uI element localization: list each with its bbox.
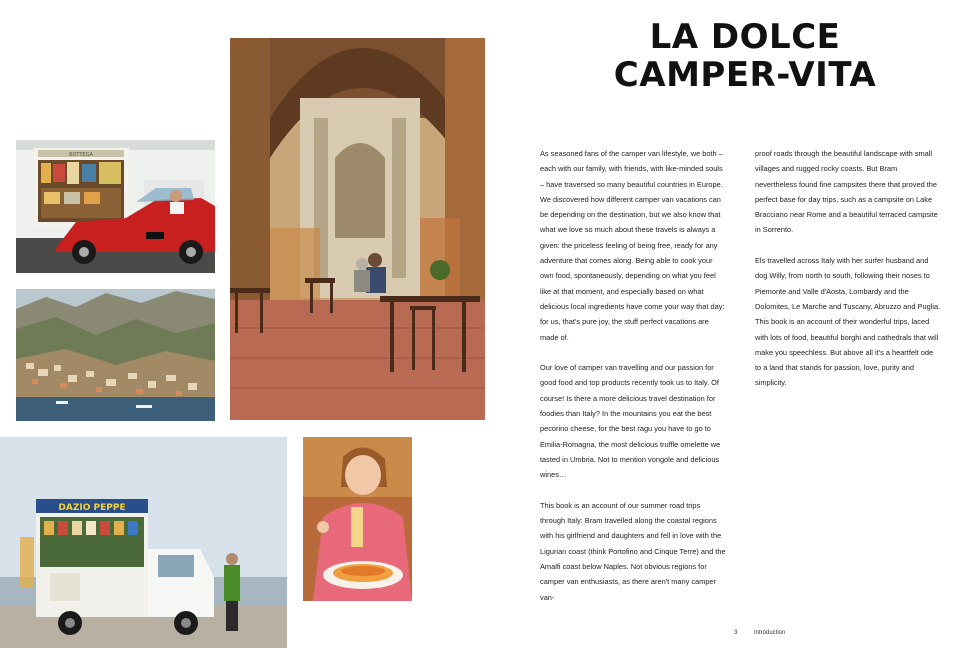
paragraph: This book is an account of our summer road trips through Italy: Bram travelled along the coastal regions with his girlfriend and daughters and fell in love with the Ligurian coast (think Portofino and Cinque Terre) and the Amalfi coast below Naples. Not obvious regions for camper van enthusiasts, as there aren't many camper van- [540,500,726,602]
positano-coast-photo [16,289,215,421]
girl-spaghetti-photo [303,437,412,601]
truck-sign-text: DAZIO PEPPE [58,503,126,513]
church-cafe-photo [230,38,485,420]
text-column-left [540,146,726,620]
shop-sign-text: BOTTEGA [69,152,93,158]
section-label: Introduction [754,630,786,636]
paragraph: proof roads through the beautiful landscape with small villages and rugged rocky coasts. But Bram nevertheless found fine campsites there that proved the perfect base for day trips, such as a campsite on Lake Bracciano near Rome and a beautiful terraced campsite in Sorrento. [755,149,938,235]
paragraph: Els travelled across Italy with her surfer husband and dog Willy, from north to south, following their noses to Piemonte and Valle d'Aosta, Lombardy and the Dolomites, Le Marche and Tuscany, Abruzzo and Puglia. This book is an account of their wonderful trips, laced with lots of food, beautiful borghi and cathedrals that will make you speechless. But above all it's a heartfelt ode to a land that stands for passion, love, purity and simplicity. [755,256,941,388]
page-title: LA DOLCE CAMPER-VITA [613,17,877,95]
paragraph: Our love of camper van travelling and our passion for good food and top products recently took us to Italy. Of course! Is there a more delicious travel destination for foodies than Italy? In the mountains you eat the best pecorino cheese, for the best ragu you have to go to Emilia-Romagna, the most delicious truffle omelette we tasted in Umbria. Not to mention vongole and delicious wines… [540,363,721,480]
text-column-right [755,146,941,406]
food-truck-photo [0,437,287,648]
red-car-shop-photo [16,140,215,273]
page-number: 3 [734,630,738,636]
paragraph: As seasoned fans of the camper van lifestyle, we both – each with our family, with friends, with like-minded souls – have traversed so many beautiful countries in Europe. We discovered how different camper van vacations can be depending on the destination, but we also know that what we love so much about these travels is always a given: the priceless feeling of being free, ready for any adventure that comes along. Being able to cook your own food, spontaneously, depending on what you feel like at that moment, and especially based on what delicious local ingredients have come your way that day: for us, that's pure joy, the stuff perfect vacations are made of. [540,149,725,342]
